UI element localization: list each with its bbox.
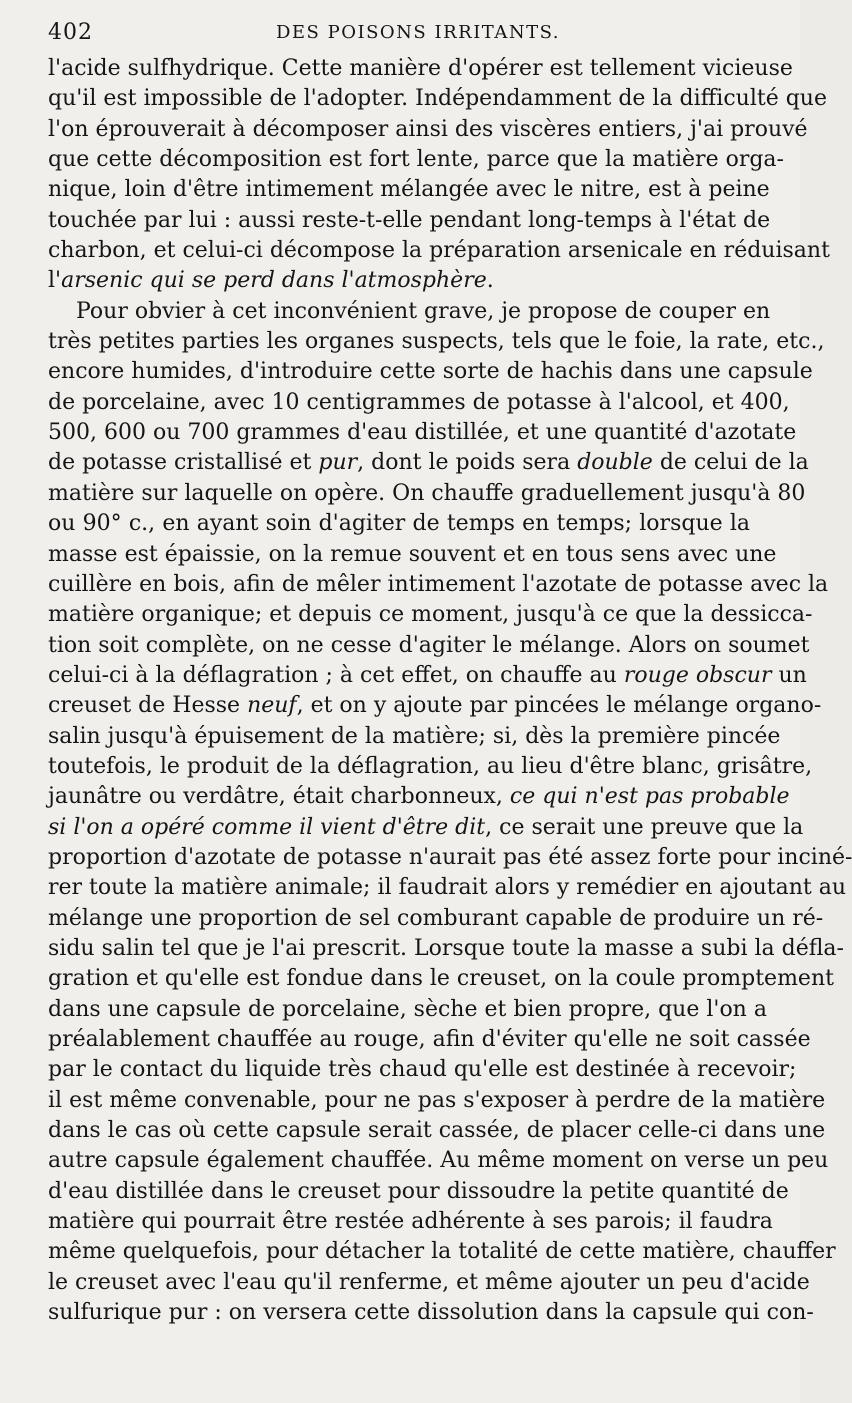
running-title: DES POISONS IRRITANTS. (275, 22, 560, 43)
text-segment: par le contact du liquide très chaud qu'elle est destinée à recevoir; (48, 1057, 797, 1083)
text-segment: l'on éprouverait à décomposer ainsi des viscères entiers, j'ai prouvé (48, 116, 808, 142)
text-line (48, 873, 847, 903)
text-segment: autre capsule également chauffée. Au même moment on verse un peu (48, 1148, 829, 1174)
text-line (48, 1298, 814, 1328)
text-segment: d'eau distillée dans le creuset pour dissoudre la petite quantité de (48, 1178, 789, 1204)
text-line (48, 782, 790, 812)
text-segment: touchée par lui : aussi reste-t-elle pendant long-temps à l'état de (48, 207, 771, 233)
text-segment: de porcelaine, avec 10 centigrammes de potasse à l'alcool, et 400, (48, 389, 790, 415)
text-line (48, 145, 784, 175)
italic-text: ce qui n'est pas probable (509, 784, 790, 810)
text-line (48, 1055, 797, 1085)
text-line (48, 327, 825, 357)
text-segment: même quelquefois, pour détacher la totalité de cette matière, chauffer (48, 1239, 836, 1265)
text-line (48, 388, 790, 418)
text-line (48, 357, 813, 387)
text-segment: jaunâtre ou verdâtre, était charbonneux, (48, 784, 510, 810)
page-number: 402 (48, 20, 93, 45)
text-line (48, 661, 807, 691)
text-segment: gration et qu'elle est fondue dans le creuset, on la coule promptement (48, 966, 834, 992)
text-segment: que cette décomposition est fort lente, parce que la matière orga- (48, 147, 784, 173)
text-line (48, 1025, 811, 1055)
text-segment: le creuset avec l'eau qu'il renferme, et même ajouter un peu d'acide (48, 1269, 810, 1295)
text-segment: cuillère en bois, afin de mêler intimement l'azotate de potasse avec la (48, 571, 829, 597)
text-line (48, 1116, 826, 1146)
text-segment: très petites parties les organes suspects, tels que le foie, la rate, etc., (48, 329, 825, 355)
text-segment: l'acide sulfhydrique. Cette manière d'opérer est tellement vicieuse (48, 56, 793, 81)
text-segment: matière qui pourrait être restée adhérente à ses parois; il faudra (48, 1209, 773, 1235)
text-line (48, 479, 806, 509)
text-line (48, 813, 804, 843)
text-segment: ou 90° c., en ayant soin d'agiter de temps en temps; lorsque la (48, 511, 750, 537)
text-segment: sulfurique pur : on versera cette dissolution dans la capsule qui con- (48, 1300, 814, 1326)
text-segment: proportion d'azotate de potasse n'aurait pas été assez forte pour inciné- (48, 844, 852, 870)
text-line (48, 236, 830, 266)
text-line (48, 1177, 789, 1207)
text-segment: qu'il est impossible de l'adopter. Indépendamment de la difficulté que (48, 86, 827, 112)
text-line (48, 175, 770, 205)
text-line (48, 600, 813, 630)
text-segment: nique, loin d'être intimement mélangée avec le nitre, est à peine (48, 177, 770, 203)
text-line (48, 266, 750, 296)
text-line (48, 631, 810, 661)
text-segment: dans une capsule de porcelaine, sèche et bien propre, que l'on a (48, 996, 767, 1022)
text-segment: tion soit complète, on ne cesse d'agiter le mélange. Alors on soumet (48, 632, 810, 658)
text-line (48, 1086, 826, 1116)
text-segment: de celui de la (652, 450, 809, 476)
text-line (48, 570, 829, 600)
text-segment: , dont le poids sera (357, 450, 578, 476)
text-line (48, 995, 767, 1025)
text-segment: l' (48, 268, 62, 294)
text-segment: . (486, 268, 494, 294)
text-segment: Pour obvier à cet inconvénient grave, je propose de couper en (76, 298, 771, 324)
text-segment: matière organique; et depuis ce moment, jusqu'à ce que la dessicca- (48, 602, 813, 628)
text-line (48, 509, 750, 539)
italic-text: double (577, 450, 653, 476)
text-segment: il est même convenable, pour ne pas s'exposer à perdre de la matière (48, 1087, 826, 1113)
text-segment: masse est épaissie, on la remue souvent et en tous sens avec une (48, 541, 777, 567)
italic-text: neuf (247, 693, 297, 719)
text-segment: 500, 600 ou 700 grammes d'eau distillée, et une quantité d'azotate (48, 420, 797, 446)
italic-text: rouge obscur (623, 662, 772, 688)
text-line (48, 206, 771, 236)
text-segment: sidu salin tel que je l'ai prescrit. Lorsque toute la masse a subi la défla- (48, 935, 844, 961)
italic-text: arsenic qui se perd dans l'atmosphère (61, 268, 487, 294)
text-line (48, 115, 808, 145)
text-segment: , et on y ajoute par pincées le mélange organo- (296, 693, 822, 719)
text-segment: , ce serait une preuve que la (485, 814, 804, 840)
text-segment: encore humides, d'introduire cette sorte de hachis dans une capsule (48, 359, 813, 385)
text-segment: préalablement chauffée au rouge, afin d'éviter qu'elle ne soit cassée (48, 1027, 811, 1052)
text-line (48, 843, 852, 873)
text-segment: matière sur laquelle on opère. On chauffe graduellement jusqu'à 80 (48, 480, 806, 506)
text-segment: toutefois, le produit de la déflagration, au lieu d'être blanc, grisâtre, (48, 753, 813, 779)
text-segment: creuset de Hesse (48, 693, 248, 719)
italic-text: pur (318, 450, 358, 476)
text-segment: rer toute la matière animale; il faudrait alors y remédier en ajoutant au (48, 875, 847, 901)
text-line (48, 752, 813, 782)
text-line (48, 84, 827, 114)
text-line (48, 722, 781, 752)
text-segment: dans le cas où cette capsule serait cassée, de placer celle-ci dans une (48, 1118, 826, 1144)
text-segment: celui-ci à la déflagration ; à cet effet, on chauffe au (48, 662, 624, 688)
text-segment: de potasse cristallisé et (48, 450, 319, 476)
text-segment: un (771, 662, 807, 688)
text-line (48, 1268, 810, 1298)
page-header (48, 18, 748, 48)
text-line (48, 964, 834, 994)
text-line (48, 418, 797, 448)
text-line (48, 448, 809, 478)
text-line (48, 1207, 773, 1237)
text-segment: mélange une proportion de sel comburant capable de produire un ré- (48, 905, 824, 931)
text-segment: charbon, et celui-ci décompose la préparation arsenicale en réduisant (48, 238, 830, 264)
text-line (48, 691, 822, 721)
text-line (48, 297, 771, 327)
text-line (48, 1237, 836, 1267)
text-segment: salin jusqu'à épuisement de la matière; si, dès la première pincée (48, 723, 781, 749)
text-line (48, 904, 824, 934)
text-line (48, 934, 844, 964)
body-text (48, 54, 852, 1328)
text-line (48, 1146, 829, 1176)
text-line (48, 54, 793, 84)
italic-text: si l'on a opéré comme il vient d'être dit (48, 814, 486, 840)
text-line (48, 540, 777, 570)
